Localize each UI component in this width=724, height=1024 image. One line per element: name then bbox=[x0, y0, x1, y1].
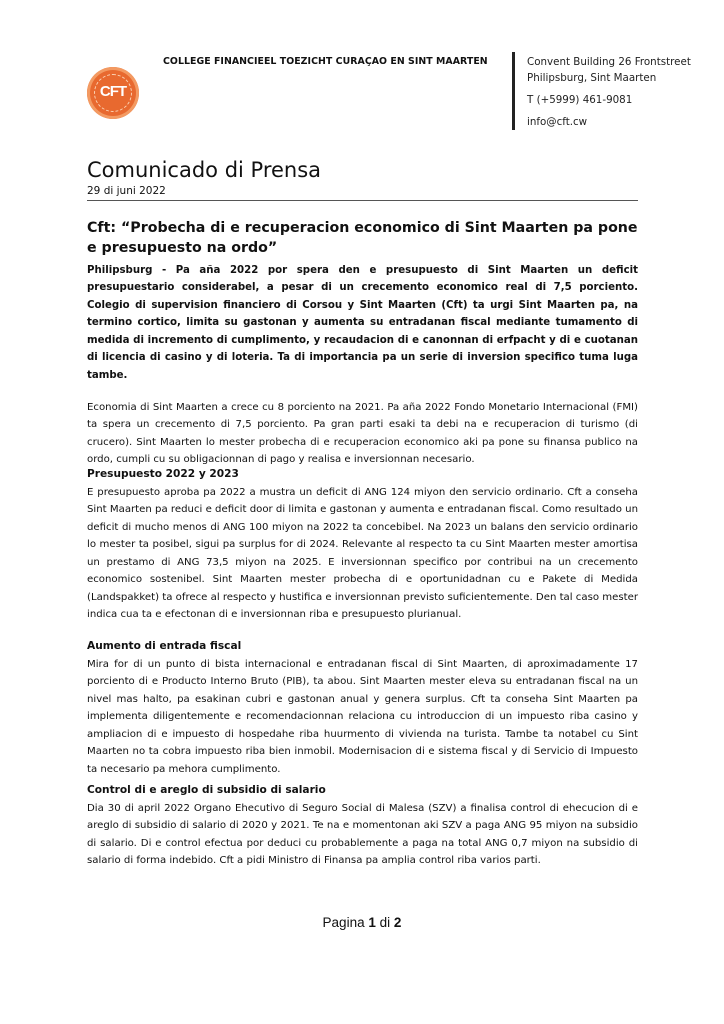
page-label: Pagina bbox=[322, 915, 365, 930]
lead-paragraph: Philipsburg - Pa aña 2022 por spera den e presupuesto di Sint Maarten un deficit presupuestario considerabel, a pesar di un crecemento economico real di 7,5 porciento. Colegio di supervision financiero di Corsou y Sint Maarten (Cft) ta urgi Sint Maarten pa, na termino cortico, limita su gastonan y aumenta su entradanan fiscal mediante tumamento di medida di incremento di cumplimento, y recaudacion di e canonnan di erfpacht y di e cuotanan di licencia di casino y di loteria. Ta di importancia pa un serie di inversion specifico tuma luga tambe. bbox=[87, 265, 638, 381]
logo-text: CFT bbox=[99, 83, 127, 100]
document-date: 29 di juni 2022 bbox=[87, 185, 166, 197]
email-address: info@cft.cw bbox=[527, 116, 588, 128]
page-current: 1 bbox=[368, 915, 376, 930]
section-heading: Control di e areglo di subsidio di salario bbox=[87, 784, 326, 796]
header-divider bbox=[512, 52, 515, 130]
page-of: di bbox=[379, 915, 391, 930]
page-number bbox=[0, 915, 724, 930]
section-heading: Presupuesto 2022 y 2023 bbox=[87, 468, 239, 480]
page-total: 2 bbox=[393, 915, 402, 930]
address-line-2: Philipsburg, Sint Maarten bbox=[527, 72, 657, 84]
headline: Cft: “Probecha di e recuperacion economico di Sint Maarten pa pone e presupuesto na ordo” bbox=[87, 220, 638, 256]
address-line-1: Convent Building 26 Frontstreet bbox=[527, 56, 691, 68]
section-body: Dia 30 di april 2022 Organo Ehecutivo di Seguro Social di Malesa (SZV) a finalisa control di ehecucion di e areglo di subsidio di salario di 2020 y 2021. Te na e momentonan aki SZV a paga ANG 95 miyon na subsidio di salario. Di e control efectua por deduci cu probablemente a paga na total ANG 0,7 miyon na subsidio di salario di forma indebido. Cft a pidi Ministro di Finansa pa amplia control riba varios parti. bbox=[87, 803, 638, 867]
section-body: E presupuesto aproba pa 2022 a mustra un deficit di ANG 124 miyon den servicio ordinario. Cft a conseha Sint Maarten pa reduci e deficit door di limita e gastonan y aumenta e entradanan fiscal. Como resultado un deficit di mucho menos di ANG 100 miyon na 2022 ta concebibel. Na 2023 un balans den servicio ordinario lo mester ta posibel, sigui pa surplus for di 2024. Relevante al respecto ta cu Sint Maarten mester amortisa un prestamo di ANG 73,5 miyon na 2025. E inversionnan specifico por contribui na un crecemento economico sostenibel. Sint Maarten mester probecha di e oportunidadnan cu e Pakete di Medida (Landspakket) ta ofrece al respecto y hustifica e inversionnan previsto suficientemente. Den tal caso mester indica cua ta e efectonan di e inversionnan riba e presupuesto plurianual. bbox=[87, 487, 638, 621]
cft-logo bbox=[87, 67, 139, 119]
section-body: Mira for di un punto di bista internacional e entradanan fiscal di Sint Maarten, di aproximadamente 17 porciento di e Producto Interno Bruto (PIB), ta abou. Sint Maarten mester eleva su entradanan fiscal na un nivel mas halto, pa esakinan cubri e gastonan anual y genera surplus. Cft ta conseha Sint Maarten pa implementa diligentemente e recomendacionnan relaciona cu introduccion di un impuesto riba casino y ampliacion di e impuesto di hospedahe riba huurmento di vivienda na turista. Tambe ta notabel cu Sint Maarten no ta cobra impuesto riba bien inmobil. Modernisacion di e sistema fiscal y di Servicio di Impuesto ta necesario pa mehora cumplimento. bbox=[87, 659, 638, 775]
document-type-title: Comunicado di Prensa bbox=[87, 158, 322, 182]
section-heading: Aumento di entrada fiscal bbox=[87, 640, 242, 652]
organization-name: COLLEGE FINANCIEEL TOEZICHT CURAÇAO EN SINT MAARTEN bbox=[163, 56, 488, 67]
intro-paragraph: Economia di Sint Maarten a crece cu 8 porciento na 2021. Pa aña 2022 Fondo Monetario Internacional (FMI) ta spera un crecemento di 7,5 porciento. Pa gran parti esaki ta debi na e recuperacion di turismo (di crucero). Sint Maarten lo mester probecha di e recuperacion economico aki pa pone su finansa publico na ordo, cumpli cu su obligacionnan di pago y realisa e inversionnan necesario. bbox=[87, 402, 638, 466]
title-rule bbox=[87, 200, 638, 201]
phone-number: T (+5999) 461-9081 bbox=[527, 94, 633, 106]
